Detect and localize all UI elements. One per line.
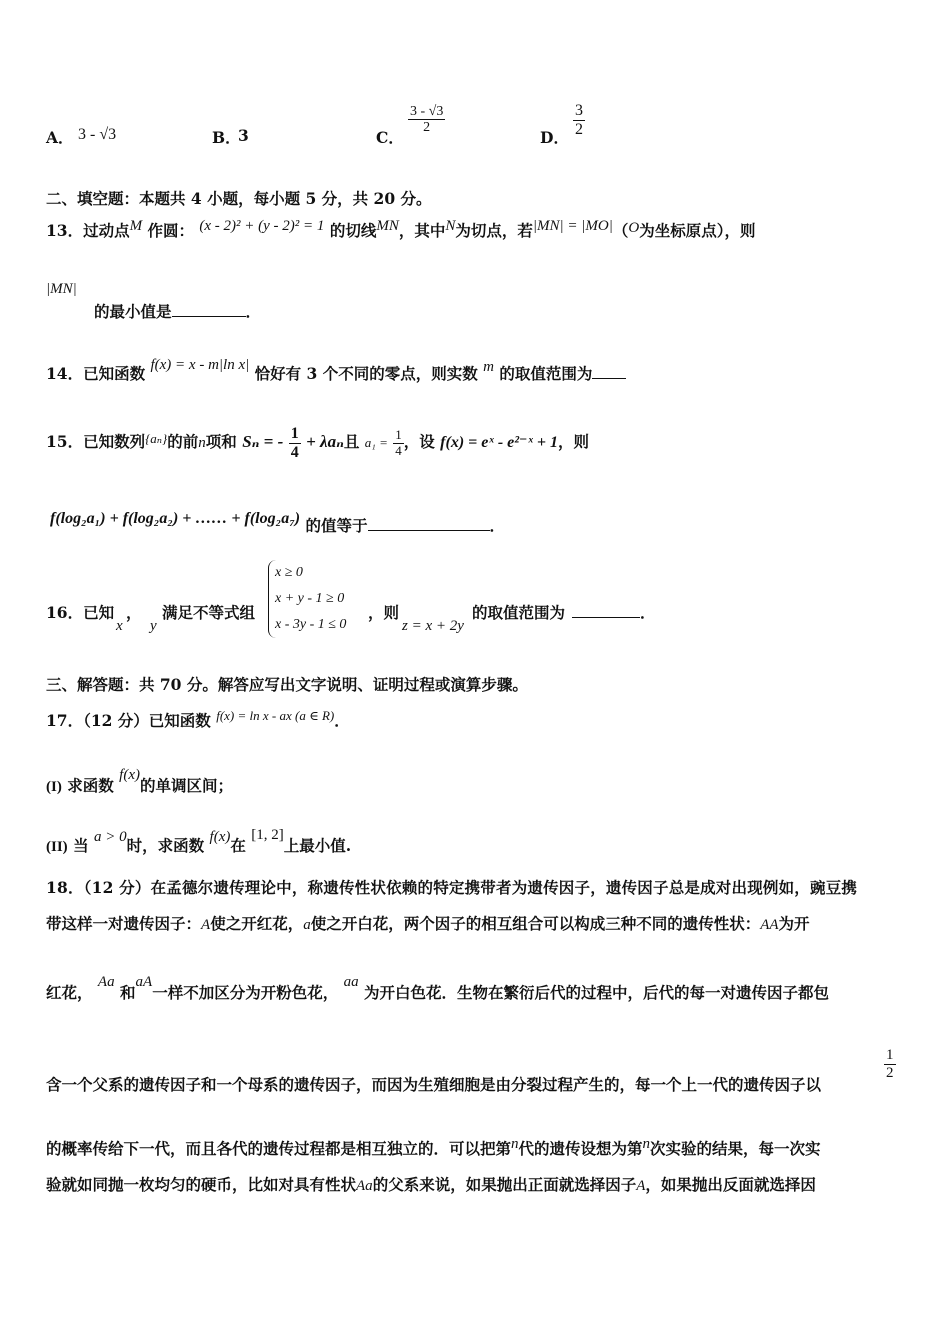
q16-z: z = x + 2y xyxy=(402,618,464,634)
q12-options-row xyxy=(46,102,906,162)
q15-sn-fraction xyxy=(289,425,301,461)
q13-answer-blank[interactable] xyxy=(172,315,246,317)
q13-tangent-mn: MN xyxy=(376,218,399,234)
q15-a1-num: 1 xyxy=(395,427,402,443)
q13-circle-equation: (x - 2)² + (y - 2)² = 1 xyxy=(199,218,325,234)
section-3-heading: 三、解答题：共 70 分。解答应写出文字说明、证明过程或演算步骤。 xyxy=(46,675,528,694)
q15-t1: 的前 xyxy=(167,432,199,452)
q15-sequence: {aₙ} xyxy=(145,431,168,447)
q15-sn-tail: + λaₙ xyxy=(306,432,344,452)
q15-sn-den: 4 xyxy=(290,443,299,461)
q17-p1-label: (I) xyxy=(46,779,62,795)
q13-line2-text xyxy=(94,300,261,322)
q18-l4a: 含一个父系的遗传因子和一个母系的遗传因子，而因为生殖细胞是由分裂过程产生的，每一个上一代的遗传因子以 xyxy=(46,1075,822,1094)
q18-half-fraction xyxy=(884,1047,896,1081)
q18-l3c: 一样不加区分为开粉色花， xyxy=(152,983,339,1002)
q16-t3: 的取值范围为 xyxy=(472,603,566,622)
q17-line xyxy=(46,708,350,731)
q18-l6c: ，如果抛出反面就选择因 xyxy=(645,1175,816,1194)
q18-l2b: 使之开红花， xyxy=(210,914,304,933)
q13-text-f: （ xyxy=(612,221,629,240)
q17-part1 xyxy=(46,767,233,796)
q18-l2d: 为开 xyxy=(778,914,810,933)
option-b-value: 3 xyxy=(238,126,249,145)
q13-point-n: N xyxy=(445,218,456,234)
q18-half-num: 1 xyxy=(886,1047,894,1063)
option-d-label: D． xyxy=(540,128,569,147)
option-a-label: A． xyxy=(46,128,74,147)
q14-function: f(x) = x - m|ln x| xyxy=(150,357,250,373)
q15-line2 xyxy=(50,506,506,535)
q15-a1: a₁ = xyxy=(364,435,388,451)
q17-p2-t1: 当 xyxy=(73,836,89,855)
q16-t2: ，则 xyxy=(368,603,400,622)
q13-text-b: 作圆： xyxy=(142,221,194,240)
q13-line2 xyxy=(46,281,77,308)
q16-answer-blank[interactable] xyxy=(572,616,640,618)
q16-prefix: 16．已知 xyxy=(46,603,115,622)
q18-aA: aA xyxy=(135,974,153,990)
q17-p2-t3: 在 xyxy=(230,836,246,855)
q15-line1 xyxy=(46,425,589,461)
q13-min-text: 的最小值是 xyxy=(94,302,172,321)
q15-answer-blank[interactable] xyxy=(368,529,490,531)
q18-a: a xyxy=(303,917,311,933)
q13-text-c: 的切线 xyxy=(329,221,377,240)
q16-end: ． xyxy=(640,603,656,622)
q17-p2-t4: 上最小值. xyxy=(283,836,352,855)
q15-value-text: 的值等于 xyxy=(305,516,368,535)
q18-l2a: 带这样一对遗传因子： xyxy=(46,914,202,933)
q18-A: A xyxy=(201,917,211,933)
q15-sn: Sₙ = - xyxy=(242,432,284,452)
q18-line5 xyxy=(46,1136,821,1159)
option-d-numerator: 3 xyxy=(575,102,583,119)
q14-m: m xyxy=(483,359,494,375)
option-d-fraction xyxy=(573,102,585,138)
q18-Aa: Aa xyxy=(97,974,115,990)
q17-part2 xyxy=(46,827,351,856)
q18-n1: n xyxy=(511,1136,519,1152)
q16-line xyxy=(46,560,906,640)
q13-mn-abs: |MN| xyxy=(46,281,77,297)
q13-origin-o: O xyxy=(628,220,640,236)
q14-mid: 恰好有 3 个不同的零点，则实数 xyxy=(254,364,478,383)
q18-l6b: 的父系来说，如果抛出正面就选择因子 xyxy=(372,1175,637,1194)
q15-sum-expr: f(log₂a₁) + f(log₂a₂) + …… + f(log₂a₇) xyxy=(50,510,301,527)
q13-end: ． xyxy=(245,302,262,321)
q16-inequality-system xyxy=(268,560,352,638)
q18-half-den: 2 xyxy=(886,1064,894,1081)
q15-n: n xyxy=(198,435,206,452)
option-d-denominator: 2 xyxy=(575,120,583,138)
q13-line1 xyxy=(46,218,755,241)
option-c-numerator: 3 - √3 xyxy=(410,104,444,119)
option-c-label: C． xyxy=(376,128,404,147)
q16-x: x xyxy=(116,618,123,634)
q16-y: y xyxy=(150,618,157,634)
q16-ineq-3: x - 3y - 1 ≤ 0 xyxy=(275,617,347,632)
q15-t5: ，则 xyxy=(558,432,590,452)
q15-a1-den: 4 xyxy=(395,442,402,458)
q14-answer-blank[interactable] xyxy=(592,377,626,379)
q15-t4: ，设 xyxy=(403,432,435,452)
q18-l5c: 次实验的结果，每一次实 xyxy=(650,1139,821,1158)
q18-l3d: 为开白色花．生物在繁衍后代的过程中，后代的每一对遗传因子都包 xyxy=(364,983,830,1002)
option-c-denominator: 2 xyxy=(423,120,431,136)
q13-text-d: ，其中 xyxy=(398,221,446,240)
q18-l5a: 的概率传给下一代，而且各代的遗传过程都是相互独立的．可以把第 xyxy=(46,1139,512,1158)
q17-p2-interval: [1, 2] xyxy=(251,827,284,843)
q15-end: ． xyxy=(489,516,506,535)
q16-t1: 满足不等式组 xyxy=(162,603,256,622)
q17-p1-tail: 的单调区间； xyxy=(139,776,233,795)
q17-prefix: 17．（12 分）已知函数 xyxy=(46,711,211,730)
q15-t3: 且 xyxy=(343,432,360,452)
q16-comma: ， xyxy=(126,603,142,622)
q15-prefix: 15．已知数列 xyxy=(46,432,146,452)
q18-l2c: 使之开白花，两个因子的相互组合可以构成三种不同的遗传性状： xyxy=(310,914,761,933)
q18-line1: 18．（12 分）在孟德尔遗传理论中，称遗传性状依赖的特定携带者为遗传因子，遗传因子总是成对出现例如，豌豆携 xyxy=(46,878,858,897)
q15-a1-fraction xyxy=(393,428,404,458)
q17-function: f(x) = ln x - ax (a ∈ R) xyxy=(216,708,335,723)
q13-text-e: 为切点，若 xyxy=(455,221,533,240)
q17-end: ． xyxy=(334,711,350,730)
q18-n2: n xyxy=(642,1136,651,1152)
option-b-label: B． xyxy=(212,128,241,147)
q13-prefix: 13．过动点 xyxy=(46,221,130,240)
q18-line4 xyxy=(46,1073,821,1095)
q14-line xyxy=(46,357,626,384)
q18-l3b: 和 xyxy=(120,983,136,1002)
q18-line2 xyxy=(46,912,810,934)
q18-line3 xyxy=(46,974,829,1003)
q18-line6 xyxy=(46,1173,816,1195)
option-a-value: 3 - √3 xyxy=(78,126,117,143)
q18-l6a: 验就如同抛一枚均匀的硬币，比如对具有性状 xyxy=(46,1175,357,1194)
section-2-heading: 二、填空题：本题共 4 小题，每小题 5 分，共 20 分。 xyxy=(46,189,432,208)
q18-l3a: 红花， xyxy=(46,983,93,1002)
q17-p1-fx: f(x) xyxy=(119,767,140,783)
q16-ineq-2: x + y - 1 ≥ 0 xyxy=(275,591,345,606)
q14-prefix: 14．已知函数 xyxy=(46,364,146,383)
q17-p1-text: 求函数 xyxy=(67,776,114,795)
q15-sn-num: 1 xyxy=(290,425,299,442)
q17-p2-t2: 时，求函数 xyxy=(126,836,205,855)
q13-condition: |MN| = |MO| xyxy=(532,218,613,234)
q18-Aa2: Aa xyxy=(356,1178,373,1194)
q13-text-g: 为坐标原点），则 xyxy=(639,221,756,240)
q17-p2-cond: a > 0 xyxy=(94,829,127,845)
q18-aa: aa xyxy=(343,974,359,990)
q16-ineq-1: x ≥ 0 xyxy=(275,565,303,580)
q18-A2: A xyxy=(636,1178,646,1194)
q18-AA: AA xyxy=(760,917,779,933)
q14-suffix: 的取值范围为 xyxy=(499,364,593,383)
option-c-fraction xyxy=(408,104,445,136)
q18-l5b: 代的遗传设想为第 xyxy=(518,1139,643,1158)
q15-t2: 项和 xyxy=(205,432,237,452)
q15-fx: f(x) = eˣ - e²⁻ˣ + 1 xyxy=(440,434,559,452)
q17-p2-fx: f(x) xyxy=(209,829,231,845)
q13-point-m: M xyxy=(129,218,143,234)
q17-p2-label: (II) xyxy=(46,839,68,855)
